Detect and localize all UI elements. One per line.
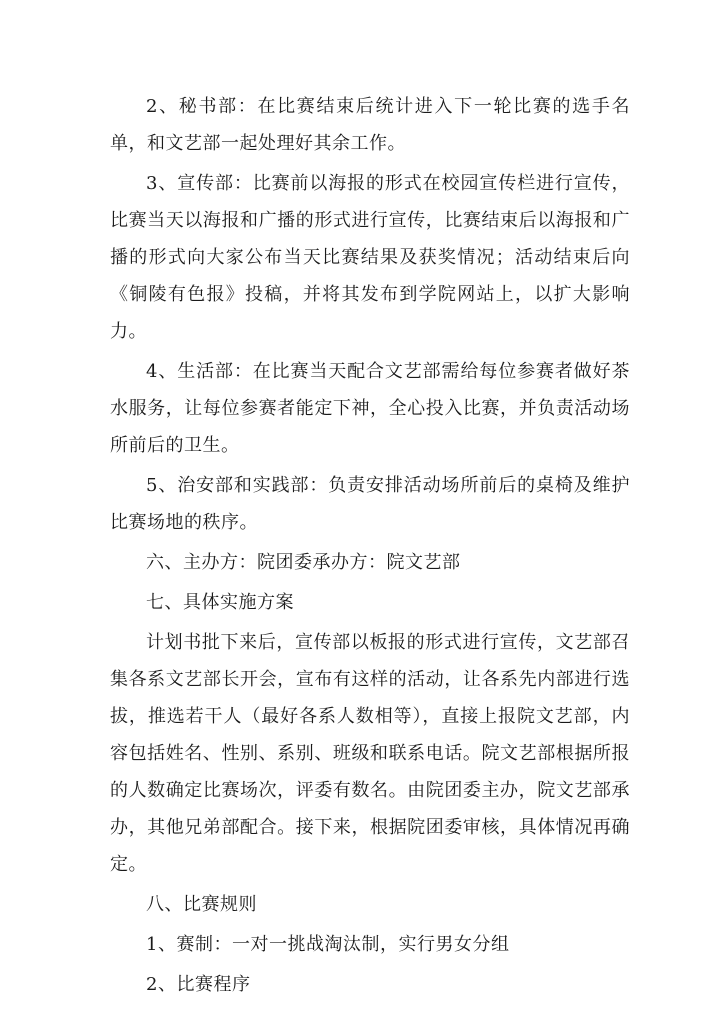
paragraph-format: 1、赛制：一对一挑战淘汰制，实行男女分组 xyxy=(146,934,510,955)
paragraph-publicity: 3、宣传部：比赛前以海报的形式在校园宣传栏进行宣传，比赛当天以海报和广播的形式进行宣传，比赛结束后以海报和广播的形式向大家公布当天比赛结果及获奖情况；活动结束后向《铜陵有色报》投稿，并将其发布到学院网站上，以扩大影响力。 xyxy=(110,173,630,342)
paragraph-implementation: 计划书批下来后，宣传部以板报的形式进行宣传，文艺部召集各系文艺部长开会，宣布有这样的活动，让各系先内部进行选拔，推选若干人（最好各系人数相等），直接上报院文艺部，内容包括姓名、性别、系别、班级和联系电话。院文艺部根据所报的人数确定比赛场次，评委有数名。由院团委主办，院文艺部承办，其他兄弟部配合。接下来，根据院团委审核，具体情况再确定。 xyxy=(110,632,630,875)
paragraph-security-dept: 5、治安部和实践部：负责安排活动场所前后的桌椅及维护比赛场地的秩序。 xyxy=(110,475,630,533)
document-body xyxy=(110,88,630,1003)
section-heading-rules: 八、比赛规则 xyxy=(146,894,257,915)
section-heading-implementation: 七、具体实施方案 xyxy=(146,592,294,613)
paragraph-secretariat: 2、秘书部：在比赛结束后统计进入下一轮比赛的选手名单，和文艺部一起处理好其余工作。 xyxy=(110,96,630,154)
section-heading-organizer: 六、主办方：院团委承办方：院文艺部 xyxy=(146,552,461,573)
paragraph-life-dept: 4、生活部：在比赛当天配合文艺部需给每位参赛者做好茶水服务，让每位参赛者能定下神，全心投入比赛，并负责活动场所前后的卫生。 xyxy=(110,361,630,456)
paragraph-procedure: 2、比赛程序 xyxy=(146,974,251,995)
